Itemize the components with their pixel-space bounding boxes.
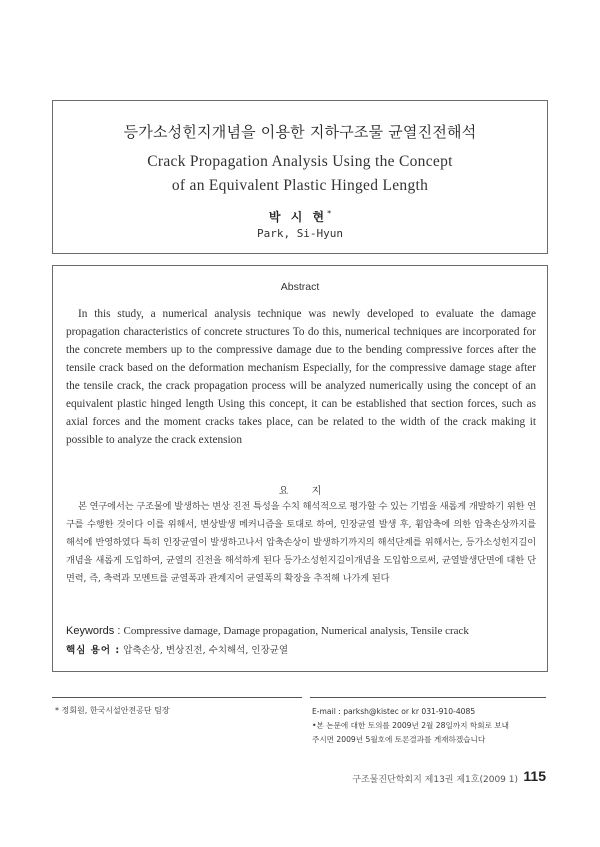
keywords-korean bbox=[66, 642, 536, 656]
author-korean-name: 박 시 현 bbox=[268, 210, 328, 224]
keywords-english bbox=[66, 625, 536, 637]
summary-body: 본 연구에서는 구조물에 발생하는 변상 진전 특성을 수치 해석적으로 평가할 수 있는 기법을 새롭게 개발하기 위한 연구를 수행한 것이다 이를 위해서, 변상발생 메커니즘을 토대로 하여, 인장균열 발생 후, 휨압축에 의한 압축손상까지를 해석에 반영하였다 특히 인장균열이 발생하고나서 압축손상이 발생하기까지의 해석단계를 위해서는, 등가소성힌지길이 개념을 새롭게 도입하여, 균열의 진전을 해석하게 된다 등가소성힌지길이개념을 도입함으로써, 균열발생단면에 대한 단면력, 즉, 축력과 모멘트를 균열폭과 관계지어 균열폭의 확장을 추적해 나가게 된다 bbox=[66, 501, 536, 584]
author-marker: * bbox=[327, 209, 332, 218]
keywords-korean-value: 압축손상, 변상진전, 수치해석, 인장균열 bbox=[123, 645, 289, 656]
abstract-heading: Abstract bbox=[280, 281, 320, 293]
title-korean: 등가소성힌지개념을 이용한 지하구조물 균열진전해석 bbox=[123, 123, 477, 141]
keywords-value: Compressive damage, Damage propagation, Numerical analysis, Tensile crack bbox=[123, 625, 469, 637]
footnote-divider-left bbox=[52, 697, 302, 698]
footnote-divider-right bbox=[310, 697, 546, 698]
summary-heading: 요 지 bbox=[278, 486, 322, 497]
author-korean bbox=[53, 208, 547, 225]
title-english-line2: of an Equivalent Plastic Hinged Length bbox=[171, 177, 429, 194]
title-english-line1: Crack Propagation Analysis Using the Concept bbox=[147, 153, 453, 170]
abstract-box bbox=[52, 265, 548, 672]
journal-info: 구조물진단학회지 제13권 제1호(2009 1) bbox=[352, 775, 518, 785]
footnote-discussion-line1: •본 논문에 대한 토의를 2009년 2월 28일까지 학회로 보내 bbox=[312, 721, 509, 730]
author-english: Park, Si-Hyun bbox=[256, 227, 344, 240]
footnote-affiliation: * 정회원, 한국시설안전공단 팀장 bbox=[55, 706, 170, 715]
page-number: 115 bbox=[523, 768, 546, 784]
title-box bbox=[52, 100, 548, 254]
footnote-contact bbox=[312, 705, 548, 747]
footnote-discussion-line2: 주시면 2009년 5월호에 토론결과를 게재하겠습니다 bbox=[312, 735, 486, 744]
keywords-korean-label: 핵심 용어 : bbox=[66, 645, 121, 656]
keywords-label: Keywords : bbox=[66, 625, 121, 637]
footnote-email: E-mail : parksh@kistec or kr 031-910-4085 bbox=[312, 707, 476, 716]
abstract-body: In this study, a numerical analysis technique was newly developed to evaluate the damage propagation characteristics of concrete structures To do this, numerical techniques are incorporated for the concrete members up to the compressive damage due to the bending compressive forces after the tensile crack based on the deformation mechanism Especially, for the compressive damage stage after the tensile crack, the crack propagation process will be analyzed numerically using the concept of an equivalent plastic hinged length Using this concept, it can be established that section forces, such as axial forces and the moment cracks takes place, can be related to the width of the crack making it possible to analyze the crack extension bbox=[66, 308, 536, 446]
